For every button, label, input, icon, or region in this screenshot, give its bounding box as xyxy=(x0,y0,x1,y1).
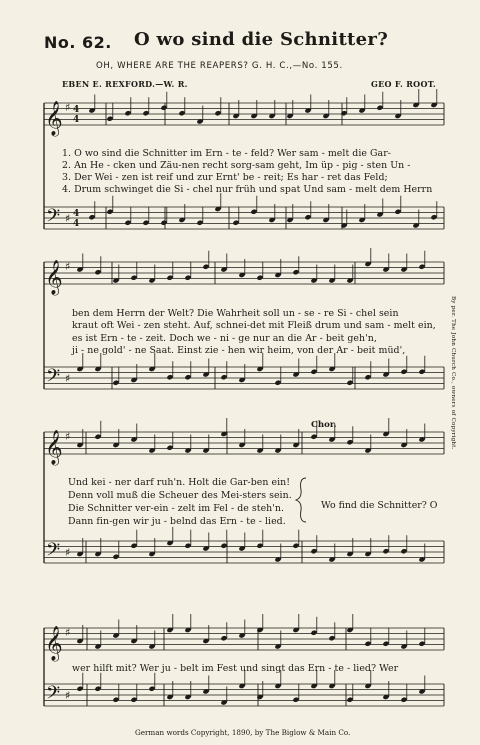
time-signature: 4 xyxy=(73,209,80,219)
verse-line: ben dem Herrn der Welt? Die Wahrheit soll un - se - re Si - chel sein xyxy=(72,308,399,319)
key-signature-sharp: ♯ xyxy=(65,372,71,385)
treble-clef: 𝄞 xyxy=(45,430,63,465)
time-signature: 4 xyxy=(73,105,80,115)
key-signature-sharp: ♯ xyxy=(65,101,71,114)
verse-line: es ist Ern - te - zeit. Doch we - ni - ge nur an die Ar - beit geh'n, xyxy=(72,333,377,344)
verse-line: kraut oft Wei - zen steht. Auf, schnei-det mit Fleiß drum und sam - melt ein, xyxy=(72,320,436,331)
refrain-text: Wo find die Schnitter? O xyxy=(321,500,438,511)
treble-clef: 𝄞 xyxy=(45,101,63,136)
copyright-side-note: By per. The John Church Co., owners of Copyright. xyxy=(450,296,456,450)
key-signature-sharp: ♯ xyxy=(65,260,71,273)
treble-clef: 𝄞 xyxy=(45,260,63,295)
music-credit: GEO F. ROOT. xyxy=(371,79,437,89)
chorus-brace xyxy=(296,478,306,522)
verse-line: Dann fin-gen wir ju - belnd das Ern - te - lied. xyxy=(68,516,286,527)
verse-line: 3. Der Wei - zen ist reif und zur Ernt' be - reit; Es har - ret das Feld; xyxy=(62,172,388,183)
time-signature: 4 xyxy=(73,115,80,125)
verse-line: ji - ne gold' - ne Saat. Einst zie - hen wir heim, von der Ar - beit müd', xyxy=(72,345,406,356)
key-signature-sharp: ♯ xyxy=(65,689,71,702)
time-signature: 4 xyxy=(73,219,80,229)
verse-line: 1. O wo sind die Schnitter im Ern - te - feld? Wer sam - melt die Gar- xyxy=(62,148,391,159)
treble-clef: 𝄞 xyxy=(45,626,63,661)
key-signature-sharp: ♯ xyxy=(65,430,71,443)
bass-clef: 𝄢 xyxy=(46,683,61,708)
key-signature-sharp: ♯ xyxy=(65,546,71,559)
verse-line: 4. Drum schwinget die Si - chel nur früh und spat Und sam - melt dem Herrn xyxy=(62,184,433,195)
hymn-title: O wo sind die Schnitter? xyxy=(134,29,389,50)
verse-line: Denn voll muß die Scheuer des Mei-sters sein. xyxy=(68,490,292,501)
chorus-label: Chor. xyxy=(311,420,337,430)
key-signature-sharp: ♯ xyxy=(65,212,71,225)
verse-line: 2. An He - cken und Zäu-nen recht sorg-sam geht, Im üp - pig - sten Un - xyxy=(62,160,411,171)
hymn-number: No. 62. xyxy=(44,33,112,52)
verse-line: Und kei - ner darf ruh'n. Holt die Gar-ben ein! xyxy=(68,477,291,488)
hymn-subtitle: OH, WHERE ARE THE REAPERS? G. H. C.,—No. 155. xyxy=(96,61,343,71)
bass-clef: 𝄢 xyxy=(46,366,61,391)
bass-clef: 𝄢 xyxy=(46,540,61,565)
verse-line: wer hilft mit? Wer ju - belt im Fest und singt das Ern - te - lied? Wer xyxy=(72,663,399,674)
verse-line: Die Schnitter ver-ein - zelt im Fel - de steh'n. xyxy=(68,503,284,514)
words-credit: EBEN E. REXFORD.—W. R. xyxy=(62,79,188,89)
bass-clef: 𝄢 xyxy=(46,206,61,231)
copyright-footer: German words Copyright, 1890, by The Biglow & Main Co. xyxy=(135,728,351,737)
key-signature-sharp: ♯ xyxy=(65,626,71,639)
